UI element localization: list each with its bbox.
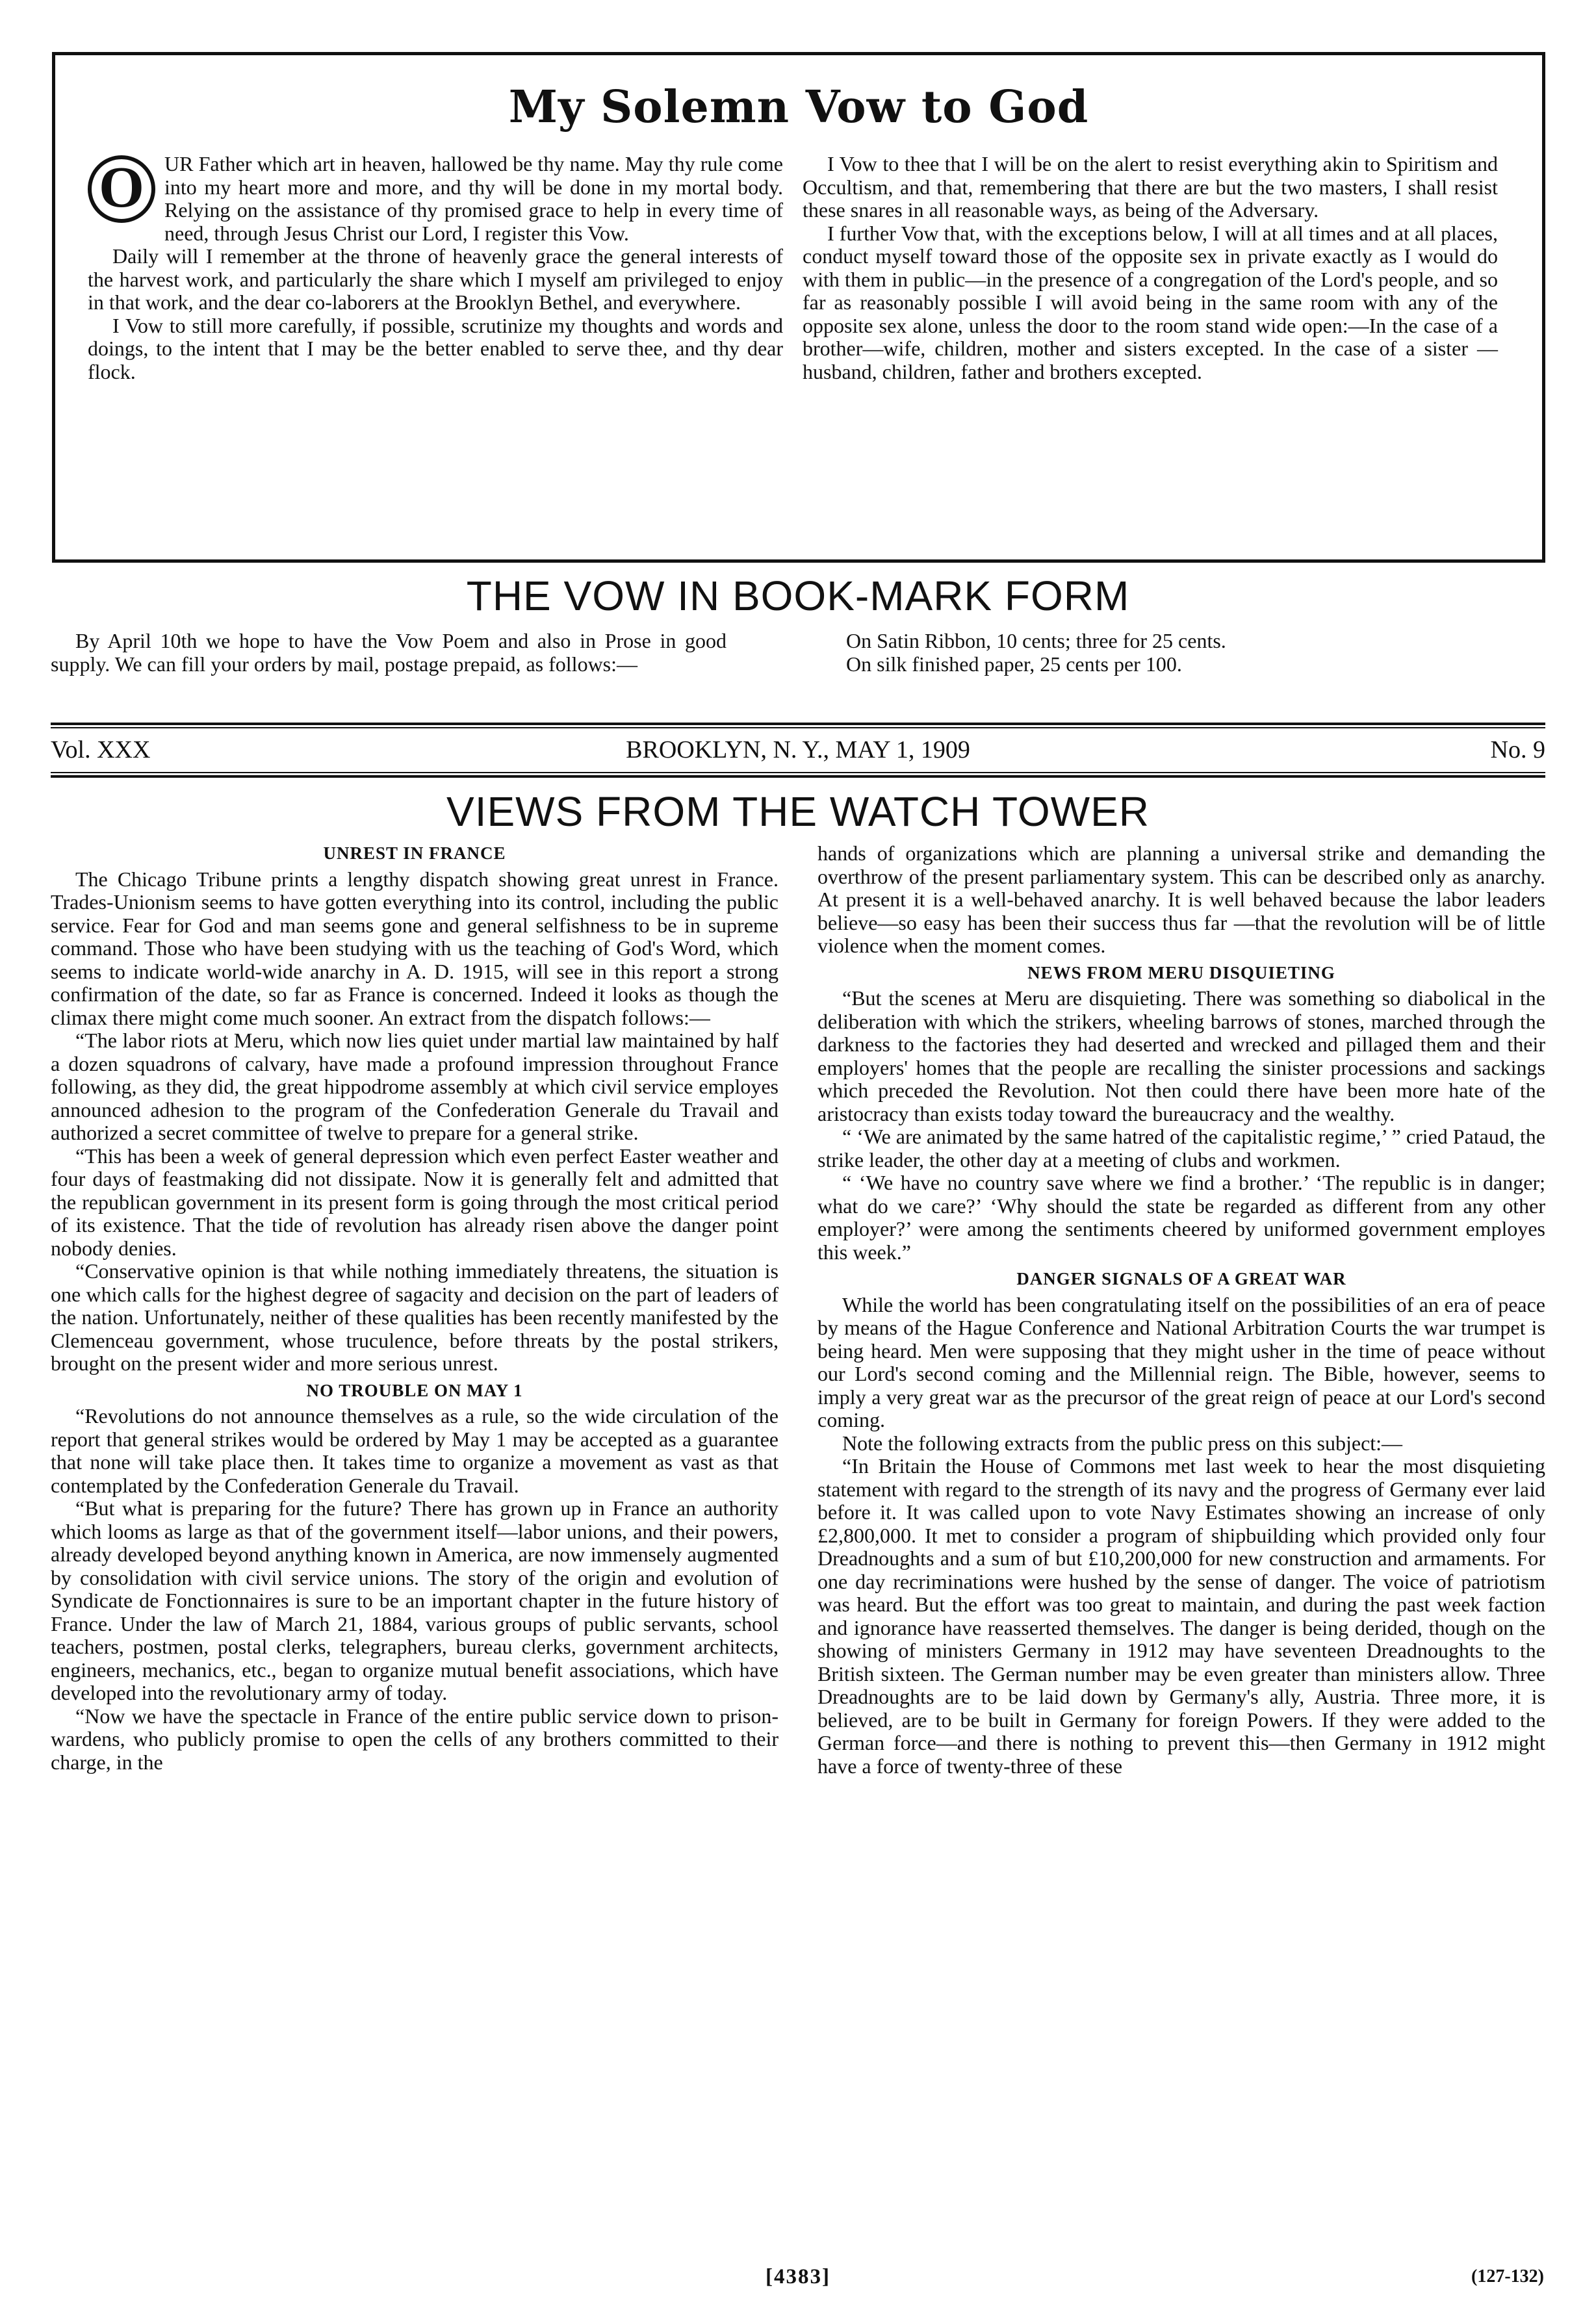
masthead-rule-top-thin — [51, 727, 1545, 728]
article-paragraph: “But what is preparing for the future? There has grown up in France an authority which looms as large as that of the government itself—labor unions, and their powers, already developed beyond anything known in America, are now immensely augmented by consolidation with civil service unions. The story of the origin and evolution of Syndicate de Fonctionnaires is sure to be an important chapter in the future history of France. Under the law of March 21, 1884, various groups of public servants, school teachers, postmen, postal clerks, telegraphers, bureau clerks, government architects, engineers, mechanics, etc., began to organize mutual benefit associations, which have developed into the revolutionary army of today. — [51, 1496, 779, 1704]
article-paragraph: While the world has been congratulating itself on the possibilities of an era of peace by means of the Hague Conference and National Arbitration Courts the war trumpet is being heard. Men were supposing that they might usher in the time of peace without our Lord's second coming and the Millennial reign. The Bible, however, seems to imply a very great war as the precursor of the great reign of peace at our Lord's second coming. — [817, 1292, 1545, 1431]
article-paragraph: “Conservative opinion is that while nothing immediately threatens, the situation is one which calls for the highest degree of sagacity and decision on the part of leaders of the nation. Unfortunately, neither of these qualities has been recently manifested by the Clemenceau government, whose truculence, before threats by the postal strikers, brought on the present wider and more serious unrest. — [51, 1259, 779, 1375]
vow-paragraph-3: I Vow to still more carefully, if possible, scrutinize my thoughts and words and doings, to the intent that I may be the better enabled to serve thee, and thy dear flock. — [88, 313, 783, 383]
masthead-rule-bottom — [51, 775, 1545, 778]
article-paragraph: “ ‘We are animated by the same hatred of the capitalistic regime,’ ” cried Pataud, the strike leader, the other day at a meeting of clubs and workmen. — [817, 1125, 1545, 1172]
vow-paragraph-5: I further Vow that, with the exceptions below, I will at all times and at all places, conduct myself toward those of the opposite sex in private exactly as I would do with them in public—in the presence of a congregation of the Lord's people, and so far as reasonably possible I will avoid being in the same room with any of the opposite sex alone, unless the door to the room stand wide open:—In the case of a brother—wife, children, mother and sisters excepted. In the case of a sister —husband, children, father and brothers excepted. — [803, 221, 1498, 383]
masthead-rule-bottom-thin — [51, 772, 1545, 773]
article-paragraph: “ ‘We have no country save where we find a brother.’ ‘The republic is in danger; what do we care?’ ‘Why should the state be regarded as different from any other employer?’ were among the sentiments cheered by uniformed government employes this week.” — [817, 1171, 1545, 1264]
bookmark-left-column — [51, 629, 727, 676]
vow-right-column — [803, 153, 1498, 383]
vow-paragraph-1-text: UR Father which art in heaven, hallowed be thy name. May thy rule come into my heart more and more, and thy will be done in my mortal body. Relying on the assistance of thy promised grace to help in every time of need, through Jesus Christ our Lord, I register this Vow. — [164, 152, 783, 245]
article-right-column — [817, 842, 1545, 1778]
article-paragraph: “But the scenes at Meru are disquieting. There was something so diabolical in the deliberation with which the strikers, wheeling barrows of stones, marched through the darkness to the factories they had deserted and wrecked and pillaged them and their employers' homes that the people are recalling the sinister processions and sackings which preceded the Revolution. Not then could there have been more hate of the aristocracy than exists today toward the bureaucracy and the wealthy. — [817, 986, 1545, 1125]
vow-paragraph-2: Daily will I remember at the throne of heavenly grace the general interests of the harvest work, and particularly the share which I myself am privileged to enjoy in that work, and the dear co-laborers at the Brooklyn Bethel, and everywhere. — [88, 244, 783, 314]
article-paragraph: Note the following extracts from the public press on this subject:— — [842, 1431, 1403, 1455]
section-heading-war: DANGER SIGNALS OF A GREAT WAR — [1016, 1269, 1346, 1288]
volume-label: Vol. XXX — [51, 736, 151, 763]
bookmark-right-column — [846, 629, 1522, 676]
section-heading-meru: NEWS FROM MERU DISQUIETING — [1027, 962, 1335, 982]
masthead-rule-top — [51, 723, 1545, 725]
article-left-column — [51, 842, 779, 1774]
section-heading-no-trouble: NO TROUBLE ON MAY 1 — [306, 1380, 523, 1400]
bookmark-title: THE VOW IN BOOK-MARK FORM — [466, 572, 1130, 619]
bookmark-paragraph: By April 10th we hope to have the Vow Poem and also in Prose in good supply. We can fill your orders by mail, postage prepaid, as follows:— — [51, 629, 727, 676]
article-paragraph: hands of organizations which are planning a universal strike and demanding the overthrow of the present parliamentary system. This can be described only as anarchy. At present it is a well-behaved anarchy. It is well behaved because the labor leaders believe—so easy has been their success thus far —that the revolution will be of little violence when the moment comes. — [817, 841, 1545, 957]
article-paragraph: “This has been a week of general depression which even perfect Easter weather and four days of feastmaking did not dissipate. Now it is generally felt and admitted that the republican government in its present form is going through the most critical period of its existence. That the tide of revolution has already risen above the danger point nobody denies. — [51, 1144, 779, 1260]
vow-box — [52, 52, 1545, 563]
dropcap-letter: O — [88, 155, 155, 223]
vow-paragraph-4: I Vow to thee that I will be on the alert to resist everything akin to Spiritism and Occultism, and that, remembering that there are but the two masters, I shall resist these snares in all reasonable ways, as being of the Adversary. — [803, 152, 1498, 222]
article-paragraph: The Chicago Tribune prints a lengthy dispatch showing great unrest in France. Trades-Unionism seems to have gotten everything into its control, including the public service. Fear for God and man seems gone and general selfishness to be in supreme command. Those who have been studying with us the teaching of God's Word, which seems to indicate world-wide anarchy in A. D. 1915, will see in this report a strong confirmation of the date, so far as France is concerned. Indeed it looks as though the climax there might come much sooner. An extract from the dispatch follows:— — [51, 867, 779, 1029]
page-folio: [4383] — [766, 2265, 830, 2288]
section-heading-unrest: UNREST IN FRANCE — [323, 843, 506, 863]
vow-title: My Solemn Vow to God — [508, 81, 1089, 133]
article-paragraph: “In Britain the House of Commons met last week to hear the most disquieting statement with regard to the strength of its navy and the progress of Germany ever laid before it. It was called upon to vote Navy Estimates showing an increase of only £2,800,000. It met to consider a program of shipbuilding which provided only four Dreadnoughts and a sum of but £10,200,000 for new construction and armaments. For one day recriminations were hushed by the sense of danger. The voice of patriotism was heard. But the effort was too great to maintain, and during the past week faction and ignorance have reasserted themselves. The danger is being derided, though on the showing of ministers Germany in 1912 may have seventeen Dreadnoughts to the British sixteen. The German number may be even greater than ministers allow. Three Dreadnoughts are to be laid down by Germany's ally, Austria. Three more, it is believed, are to be built in Germany for foreign Powers. If they were added to the German force—and there is nothing to prevent this—then Germany in 1912 might have a force of twenty-three of these — [817, 1454, 1545, 1778]
article-paragraph: “The labor riots at Meru, which now lies quiet under martial law maintained by half a dozen squadrons of calvary, have made a profound impression throughout France following, as they did, the great hippodrome assembly at which civil service employes announced adhesion to the program of the Confederation Generale du Travail and authorized a secret committee of twelve to prepare for a general strike. — [51, 1029, 779, 1144]
bookmark-price-ribbon: On Satin Ribbon, 10 cents; three for 25 cents. — [846, 629, 1226, 652]
article-paragraph: “Revolutions do not announce themselves as a rule, so the wide circulation of the report that general strikes would be ordered by May 1 may be accepted as a guarantee that none will take place then. It takes time to organize a movement as vast as that contemplated by the Confederation Generale du Travail. — [51, 1404, 779, 1497]
vow-left-column — [88, 153, 783, 383]
dateline-text: BROOKLYN, N. Y., MAY 1, 1909 — [626, 736, 970, 763]
views-title: VIEWS FROM THE WATCH TOWER — [446, 788, 1150, 835]
bookmark-price-paper: On silk finished paper, 25 cents per 100. — [846, 652, 1182, 676]
page-range: (127-132) — [1471, 2266, 1544, 2287]
issue-number: No. 9 — [1490, 736, 1545, 763]
vow-paragraph-1 — [88, 153, 783, 245]
article-paragraph: “Now we have the spectacle in France of the entire public service down to prison-wardens, who publicly promise to open the cells of any brothers committed to their charge, in the — [51, 1704, 779, 1774]
